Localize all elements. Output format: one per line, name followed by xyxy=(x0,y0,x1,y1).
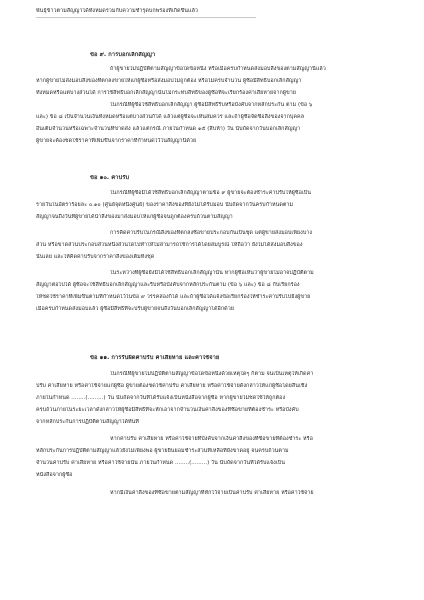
section-11-line: ภายในกำหนด ........(.........) วัน นับถัดจากวันที่ได้รับแจ้งเป็นหนังสือจากผู้ซื้อ หากผู้ขายไม่ชดใช้ให้ถูกต้อง xyxy=(36,395,286,401)
section-10-line: เมื่อครบกำหนดส่งมอบแล้ว ผู้ซื้อมีสิทธิที่จะปรับผู้ขายจนถึงวันบอกเลิกสัญญาได้อีกด้วย xyxy=(36,306,234,312)
section-11-line: หนังสือจากผู้ซื้อ xyxy=(36,472,73,478)
top-note: พันธุ์ข้าวตามสัญญาได้ทั้งหมดรวมกับความชำรุดบกพร่องที่เกิดขึ้นแล้ว xyxy=(36,8,199,14)
section-9-line: และ) ข้อ ๘ เป็นจำนวนเงินทั้งหมดหรือแต่บางส่วนก็ได้ แล้วแต่ผู้ซื้อจะเห็นสมควร และถ้าผู้ซื้อจัดซื้อสิ่งของจากบุคคล xyxy=(36,114,305,120)
section-9-line: ผู้ขายจะต้องชดใช้ราคาที่เพิ่มขึ้นจากราคาที่กำหนดไว้ในสัญญานี้ด้วย xyxy=(36,138,197,144)
section-11-line: ในกรณีที่ผู้ขายไม่ปฏิบัติตามสัญญาข้อใดข้อหนึ่งด้วยเหตุใดๆ ก็ตาม จนเป็นเหตุให้เกิดค่า xyxy=(110,371,314,377)
section-9-line: หากผู้ขายไม่ส่งมอบสิ่งของที่ตกลงขายให้แก่ผู้ซื้อหรือส่งมอบไม่ถูกต้อง หรือไม่ครบจำนวน ผู้ซื้อมีสิทธิบอกเลิกสัญญา xyxy=(36,78,302,84)
section-11-line: จากหลักประกันการปฏิบัติตามสัญญาได้ทันที xyxy=(36,419,139,425)
section-11-line: ปรับ ค่าเสียหาย หรือค่าใช้จ่ายแก่ผู้ซื้อ ผู้ขายต้องชดใช้ค่าปรับ ค่าเสียหาย หรือค่าใช้จ่ายดังกล่าวให้แก่ผู้ซื้อโดยสิ้นเชิง xyxy=(36,383,308,389)
section-9-line: ทั้งหมดหรือแต่บางส่วนได้ การใช้สิทธิบอกเลิกสัญญานั้นไม่กระทบสิทธิของผู้ซื้อที่จะเรียกร้องค่าเสียหายจากผู้ขาย xyxy=(36,90,296,96)
section-10-line: นั้นเลย และให้คิดค่าปรับจากราคาสิ่งของเต็มทั้งชุด xyxy=(36,254,155,260)
section-10-line: ในกรณีที่ผู้ซื้อมิได้ใช้สิทธิบอกเลิกสัญญาตามข้อ ๙ ผู้ขายจะต้องชำระค่าปรับให้ผู้ซื้อเป็น xyxy=(110,190,311,196)
section-11-heading: ข้อ ๑๑. การรับผิดค่าปรับ ค่าเสียหาย และค่าใช้จ่าย xyxy=(90,355,220,361)
section-10-heading: ข้อ ๑๐. ค่าปรับ xyxy=(90,175,130,181)
section-10-line: ในระหว่างที่ผู้ซื้อยังมิได้ใช้สิทธิบอกเลิกสัญญานั้น หากผู้ซื้อเห็นว่าผู้ขายไม่อาจปฏิบัติตาม xyxy=(110,270,314,276)
section-10-line: สัญญาต่อไปได้ ผู้ซื้อจะใช้สิทธิบอกเลิกสัญญาและริบหรือบังคับจากหลักประกันตาม (ข้อ ๖ และ) ข้อ ๘ กับเรียกร้อง xyxy=(36,282,300,288)
section-10-line: สัญญาจนถึงวันที่ผู้ขายได้นำสิ่งของมาส่งมอบให้แก่ผู้ซื้อจนถูกต้องครบถ้วนตามสัญญา xyxy=(36,214,233,220)
section-10-line: รายวันในอัตราร้อยละ ๐.๑๐ (ศูนย์จุดหนึ่งศูนย์) ของราคาสิ่งของที่ยังไม่ได้รับมอบ นับถัดจากวันครบกำหนดตาม xyxy=(36,202,294,208)
section-9-heading: ข้อ ๙. การบอกเลิกสัญญา xyxy=(90,52,156,58)
section-11-line: ครบถ้วนภายในระยะเวลาดังกล่าวให้ผู้ซื้อมีสิทธิที่จะหักเอาจากจำนวนเงินค่าสิ่งของที่ซื้อขายที่ต้องชำระ หรือบังคับ xyxy=(36,407,299,413)
top-divider xyxy=(36,17,256,18)
section-11-line: หากค่าปรับ ค่าเสียหาย หรือค่าใช้จ่ายที่บังคับจากเงินค่าสิ่งของที่ซื้อขายที่ต้องชำระ หรือ xyxy=(110,436,313,442)
section-10-line: การคิดค่าปรับในกรณีสิ่งของที่ตกลงซื้อขายประกอบกันเป็นชุด แต่ผู้ขายส่งมอบเพียงบาง xyxy=(110,230,313,236)
section-9-line: ในกรณีที่ผู้ซื้อใช้สิทธิบอกเลิกสัญญา ผู้ซื้อมีสิทธิริบหรือบังคับจากหลักประกัน ตาม (ข้อ ๖ xyxy=(110,102,313,108)
section-10-line: ให้ชดใช้ราคาที่เพิ่มขึ้นตามที่กำหนดไว้ในข้อ ๙ วรรคสองก็ได้ และถ้าผู้ซื้อได้แจ้งข้อเรียกร้องให้ชำระค่าปรับไปยังผู้ขาย xyxy=(36,294,311,300)
section-9-line: ถ้าผู้ขายไม่ปฏิบัติตามสัญญาข้อใดข้อหนึ่ง หรือเมื่อครบกำหนดส่งมอบสิ่งของตามสัญญานี้แล้ว xyxy=(110,66,326,72)
section-10-line: ส่วน หรือขาดส่วนประกอบส่วนหนึ่งส่วนใดไปทำให้ไม่สามารถใช้การได้โดยสมบูรณ์ ให้ถือว่า ยังไม่ได้ส่งมอบสิ่งของ xyxy=(36,242,303,248)
section-11-line: จำนวนค่าปรับ ค่าเสียหาย หรือค่าใช้จ่ายนั้น ภายในกำหนด ........(.........) วัน นับถัดจากวันที่ได้รับแจ้งเป็น xyxy=(36,460,285,466)
section-9-line: อื่นเต็มจำนวนหรือเฉพาะจำนวนที่ขาดส่ง แล้วแต่กรณี ภายในกำหนด ๑๕ (สิบห้า) วัน นับถัดจากวันบอกเลิกสัญญา xyxy=(36,126,301,132)
section-11-line: หากมีเงินค่าสิ่งของที่ซื้อขายตามสัญญาที่หักไว้จ่ายเป็นค่าปรับ ค่าเสียหาย หรือค่าใช้จ่าย xyxy=(110,490,314,496)
section-11-line: หลักประกันการปฏิบัติตามสัญญาแล้วยังไม่เพียงพอ ผู้ขายยินยอมชำระส่วนที่เหลือที่ยังขาดอยู่ จนครบถ้วนตาม xyxy=(36,448,289,454)
